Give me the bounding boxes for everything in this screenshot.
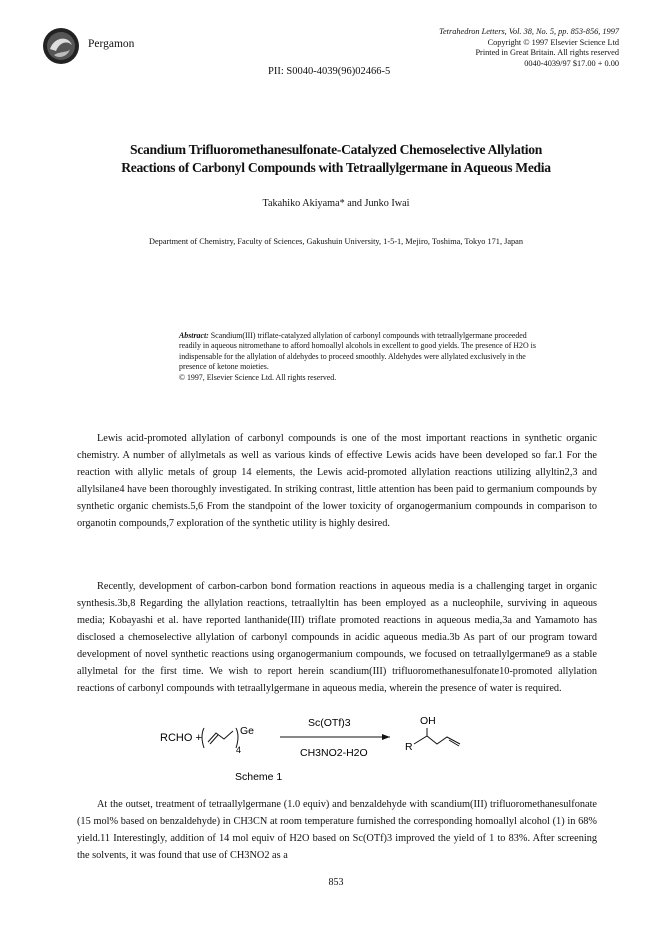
- authors: Takahiko Akiyama* and Junko Iwai: [262, 198, 410, 209]
- allyl-double-bond: [210, 735, 218, 744]
- abstract-text: Scandium(III) triflate-catalyzed allylation of carbonyl compounds with tetraallylgermane proceeded readily in aqueous nitromethane to afford homoallyl alcohols in excellent to good yields. The presence of H2O is indispensable for the allylation of aldehydes to proceed smoothly. Aldehydes were allylated exclusively in the presence of ketone moieties.: [179, 331, 536, 372]
- paragraph-text: Lewis acid-promoted allylation of carbonyl compounds is one of the most important reactions in synthetic organic chemistry. A number of allylmetals as well as various kinds of effective Lewis acids have been developed so far.1 For the reaction with allylic metals of group 14 elements, the Lewis acid-promoted allylation reactions utilizing allyltin2,3 and allylsilane4 have been thoroughly investigated. In striking contrast, little attention has been paid to germanium compounds by synthetic organic chemists.5,6 From the standpoint of the lower toxicity of organogermanium compounds in comparison to organotin compounds,7 exploration of the synthetic utility is highly desired.: [77, 433, 597, 529]
- body-paragraph-1: [77, 430, 597, 532]
- affiliation: Department of Chemistry, Faculty of Sciences, Gakushuin University, 1-5-1, Mejiro, Toshima, Tokyo 171, Japan: [149, 237, 523, 246]
- paper-title: [40, 141, 632, 177]
- title-line-2: Reactions of Carbonyl Compounds with Tetraallylgermane in Aqueous Media: [121, 160, 551, 175]
- scheme-caption: Scheme 1: [235, 771, 283, 783]
- pii: PII: S0040-4039(96)02466-5: [268, 66, 391, 77]
- allyl-chain: [208, 731, 233, 742]
- abstract: [179, 331, 539, 383]
- reagent-above: Sc(OTf)3: [308, 717, 351, 729]
- reagent-below: CH3NO2-H2O: [300, 747, 368, 759]
- paragraph-text: Recently, development of carbon-carbon bond formation reactions in aqueous media is a challenging target in organic synthesis.3b,8 Regarding the allylation reactions, tetraallyltin has been employed as a nucleophile, surviving in aqueous media; Kobayashi et al. have reported lanthanide(III) triflate promoted reactions in aqueous media,3a and Yamamoto has disclosed a chemoselective allylation of carbonyl compounds in acidic aqueous media.3b As part of our program toward development of novel synthetic reactions using organogermanium compounds, we focused on tetraallylgermane9 as a stable allylmetal for the first time. We wish to report herein scandium(III) trifluoromethanesulfonate10-promoted allylation reactions of carbonyl compounds with tetraallylgermane in aqueous media, wherein the presence of water is required.: [77, 581, 597, 694]
- copyright-line: Copyright © 1997 Elsevier Science Ltd: [487, 37, 619, 47]
- body-paragraph-3: [77, 796, 597, 864]
- body-paragraph-2: [77, 578, 597, 697]
- abstract-label: Abstract:: [179, 331, 209, 340]
- title-line-1: Scandium Trifluoromethanesulfonate-Catalyzed Chemoselective Allylation: [129, 142, 543, 157]
- subscript-4: 4: [236, 745, 242, 755]
- page-number: 853: [328, 877, 344, 888]
- paragraph-text: At the outset, treatment of tetraallylgermane (1.0 equiv) and benzaldehyde with scandium(III) trifluoromethanesulfonate (15 mol% based on benzaldehyde) in CH3CN at room temperature furnished the corresponding homoallyl alcohol (1) in 68% yield.11 Interestingly, addition of 14 mol equiv of H2O based on Sc(OTf)3 improved the yield of 1 to 83%. After screening the solvents, it was found that use of CH3NO2 as a: [77, 799, 597, 861]
- allyl-group-icon: [202, 728, 204, 748]
- scheme-reactant: RCHO +: [160, 732, 202, 744]
- journal-citation: Tetrahedron Letters, Vol. 38, No. 5, pp. 853-856, 1997: [439, 27, 619, 36]
- scheme-1: [140, 706, 540, 786]
- germanium-label: Ge: [240, 725, 255, 737]
- abstract-copyright: © 1997, Elsevier Science Ltd. All rights reserved.: [179, 372, 337, 382]
- publisher-logo-icon: [42, 27, 80, 65]
- arrow-head-icon: [382, 734, 390, 740]
- publisher-name: Pergamon: [88, 38, 135, 50]
- printed-line: Printed in Great Britain. All rights reserved: [475, 48, 619, 58]
- product-r: R: [405, 741, 413, 753]
- product-oh: OH: [420, 715, 436, 727]
- journal-info: [439, 27, 619, 69]
- price-line: 0040-4039/97 $17.00 + 0.00: [524, 58, 619, 68]
